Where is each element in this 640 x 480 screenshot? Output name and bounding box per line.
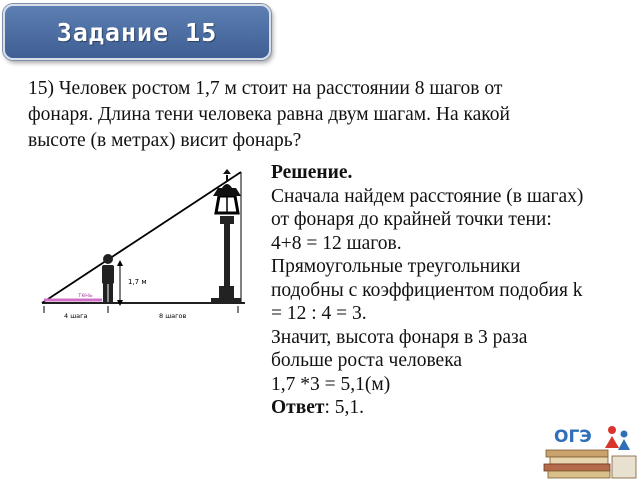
task-header xyxy=(3,4,271,60)
solution-block xyxy=(271,161,631,420)
solution-line: от фонаря до крайней точки тени: xyxy=(271,209,552,230)
solution-heading: Решение. xyxy=(271,162,353,183)
answer-line xyxy=(271,396,631,420)
problem-statement xyxy=(28,76,588,154)
person-height-label: 1,7 м xyxy=(128,278,147,286)
oge-logo xyxy=(540,418,640,480)
solution-line: Значит, высота фонаря в 3 раза xyxy=(271,326,528,348)
answer-label: Ответ xyxy=(271,397,325,418)
problem-line: высоте (в метрах) висит фонарь? xyxy=(28,130,302,151)
lamp-shadow-diagram xyxy=(0,160,270,330)
oge-logo-text: ОГЭ xyxy=(554,427,592,447)
solution-line: = 12 : 4 = 3. xyxy=(271,303,367,324)
answer-value: : 5,1. xyxy=(324,397,365,418)
solution-line: 1,7 *3 = 5,1(м) xyxy=(271,373,391,395)
problem-line: фонаря. Длина тени человека равна двум шагам. На какой xyxy=(28,104,510,125)
left-distance-label: 4 шага xyxy=(64,312,88,320)
solution-line: Сначала найдем расстояние (в шагах) xyxy=(271,185,584,207)
solution-line: больше роста человека xyxy=(271,350,463,371)
solution-line: подобны с коэффициентом подобия k xyxy=(271,279,583,301)
right-distance-label: 8 шагов xyxy=(159,312,187,320)
person-icon xyxy=(102,254,114,303)
people-logo-icon xyxy=(605,426,630,450)
problem-line: 15) Человек ростом 1,7 м стоит на расстоянии 8 шагов от xyxy=(28,78,503,99)
books-icon xyxy=(544,450,636,478)
solution-line: 4+8 = 12 шагов. xyxy=(271,232,402,254)
task-title: Задание 15 xyxy=(56,17,218,47)
shadow-label: тень xyxy=(78,292,93,299)
solution-line: Прямоугольные треугольники xyxy=(271,256,521,277)
